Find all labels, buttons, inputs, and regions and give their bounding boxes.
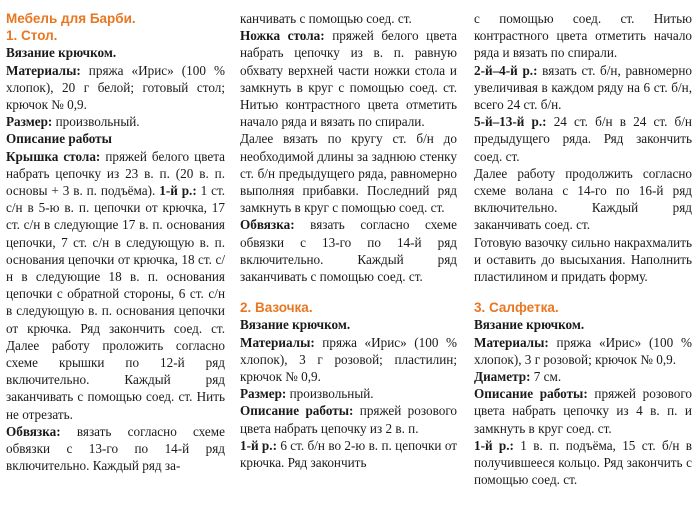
materials-text: пряжа «Ирис» (100 % хлопок), 20 г белой; готовый стол; крючок № 0,9.: [6, 62, 225, 113]
materials-paragraph: [240, 334, 457, 386]
section-title-napkin: 3. Салфетка.: [474, 300, 559, 316]
materials-label: Материалы:: [474, 334, 549, 350]
leg-label: Ножка стола:: [240, 28, 325, 44]
edge-paragraph: [6, 423, 225, 475]
description-label: Описание работы: [6, 131, 112, 147]
tabletop-paragraph: [6, 148, 225, 423]
size-text: произвольный.: [286, 386, 374, 402]
edge-text: вязать согласно схеме обвязки с 13-го по 14-й ряд включительно. Каждый ряд заканчивать с помощью соед. ст.: [240, 217, 457, 285]
rows-5-13-text: 24 ст. б/н в 24 ст. б/н предыдущего ряда. Ряд закончить соед. ст.: [474, 114, 692, 164]
column-3: [474, 10, 692, 488]
description-label: Описание работы:: [240, 403, 354, 419]
column-2: [240, 10, 457, 471]
row1-text: 6 ст. б/н во 2-ю в. п. цепочки от крючка. Ряд закончить: [240, 437, 458, 471]
materials-paragraph: [6, 62, 225, 114]
rows-2-4-paragraph: [474, 62, 692, 114]
row1-text: 1 ст. с/н в 5-ю в. п. цепочки от крючка, 17 ст. с/н в следующие 17 в. п. основания цепочки, 7 ст. с/н в следующую в. п. основания цепочки от крючка, 18 ст. с/н в следующие 18 в. п. основания цепочки с обратной стороны, 6 ст. с/н в следующую в. п. основания цепочки от крючка. Ряд закончить соед. ст. Далее работу проложить согласно схеме крышки по 12-й ряд включительно. Каждый ряд заканчивать с помощью соед. ст. Нить не отрезать.: [6, 183, 226, 422]
leg-paragraph-2: Далее вязать по кругу ст. б/н до необходимой длины за заднюю стенку ст. б/н предыдущего ряда, равномерно выполняя прибавки. Последний ряд замкнуть в круг с помощью соед. ст.: [240, 131, 457, 216]
edge-label: Обвязка:: [6, 423, 61, 439]
diameter-text: 7 см.: [530, 369, 562, 385]
row1-label: 1-й р.:: [159, 183, 197, 199]
column-1: [6, 10, 225, 474]
rows-5-13-label: 5-й–13-й р.:: [474, 114, 547, 130]
rows-2-4-label: 2-й–4-й р.:: [474, 62, 538, 78]
materials-label: Материалы:: [6, 62, 81, 78]
size-label: Размер:: [6, 114, 53, 130]
leg-text: пряжей белого цвета набрать цепочку из в. п. равную обхвату верхней части ножки стола и замкнуть в круг с помощью соед. ст. Нитью контрастного цвета отметить начало ряда и вязать по спирали.: [240, 28, 457, 130]
knit-label: Вязание крючком.: [474, 317, 585, 333]
row1-label: 1-й р.:: [474, 437, 514, 453]
materials-text: пряжа «Ирис» (100 % хлопок), 3 г розовой; крючок № 0,9.: [474, 334, 692, 367]
leg-paragraph: [240, 27, 457, 130]
tabletop-label: Крышка стола:: [6, 148, 101, 164]
row1-paragraph: [240, 437, 457, 471]
continue-paragraph: Далее работу продолжить согласно схеме волана с 14-го по 16-й ряд включительно. Каждый ряд заканчивать соед. ст.: [474, 165, 692, 233]
continued-text: канчивать с помощью соед. ст.: [240, 11, 412, 26]
description-text: пряжей розового цвета набрать цепочку из 2 в. п.: [240, 403, 457, 436]
rows-5-13-paragraph: [474, 113, 692, 165]
materials-paragraph: [474, 334, 692, 368]
edge-paragraph: [240, 216, 457, 285]
row1-paragraph: [474, 437, 692, 489]
description-text: пряжей розового цвета набрать цепочку из 4 в. п. и замкнуть в круг соед. ст.: [474, 386, 692, 436]
knit-label: Вязание крючком.: [6, 45, 117, 61]
finish-paragraph: Готовую вазочку сильно накрахмалить и оставить до высыхания. Наполнить пластилином и придать форму.: [474, 234, 692, 285]
description-paragraph: [474, 385, 692, 437]
article-title: Мебель для Барби.: [6, 11, 136, 26]
row1-label: 1-й р.:: [240, 437, 277, 453]
size-paragraph: [240, 385, 457, 402]
section-title-vase: 2. Вазочка.: [240, 300, 313, 316]
description-label: Описание работы:: [474, 386, 588, 402]
description-paragraph: [240, 402, 457, 436]
knit-label: Вязание крючком.: [240, 317, 351, 333]
edge-text: вязать согласно схеме обвязки с 13-го по 14-й ряд включительно. Каждый ряд за-: [6, 423, 225, 474]
materials-label: Материалы:: [240, 334, 315, 350]
diameter-label: Диаметр:: [474, 369, 531, 385]
materials-text: пряжа «Ирис» (100 % хлопок), 3 г розовой; пластилин; крючок № 0,9.: [240, 334, 457, 385]
size-paragraph: [6, 113, 225, 130]
row1-text: 1 в. п. подъёма, 15 ст. б/н в получившееся кольцо. Ряд закончить с помощью соед. ст.: [474, 437, 692, 488]
continued-text: с помощью соед. ст. Нитью контрастного цвета отметить начало ряда и вязать по спирали.: [474, 11, 692, 61]
size-text: произвольный.: [52, 114, 140, 130]
diameter-paragraph: [474, 368, 692, 385]
rows-2-4-text: вязать ст. б/н, равномерно увеличивая в каждом ряду на 6 ст. б/н, всего 24 ст. б/н.: [474, 62, 692, 113]
size-label: Размер:: [240, 386, 287, 402]
tabletop-text: пряжей белого цвета набрать цепочку из 23 в. п. (20 в. п. основы + 3 в. п. подъёма).: [6, 148, 226, 199]
edge-label: Обвязка:: [240, 217, 295, 233]
section-title-table: 1. Стол.: [6, 28, 58, 44]
